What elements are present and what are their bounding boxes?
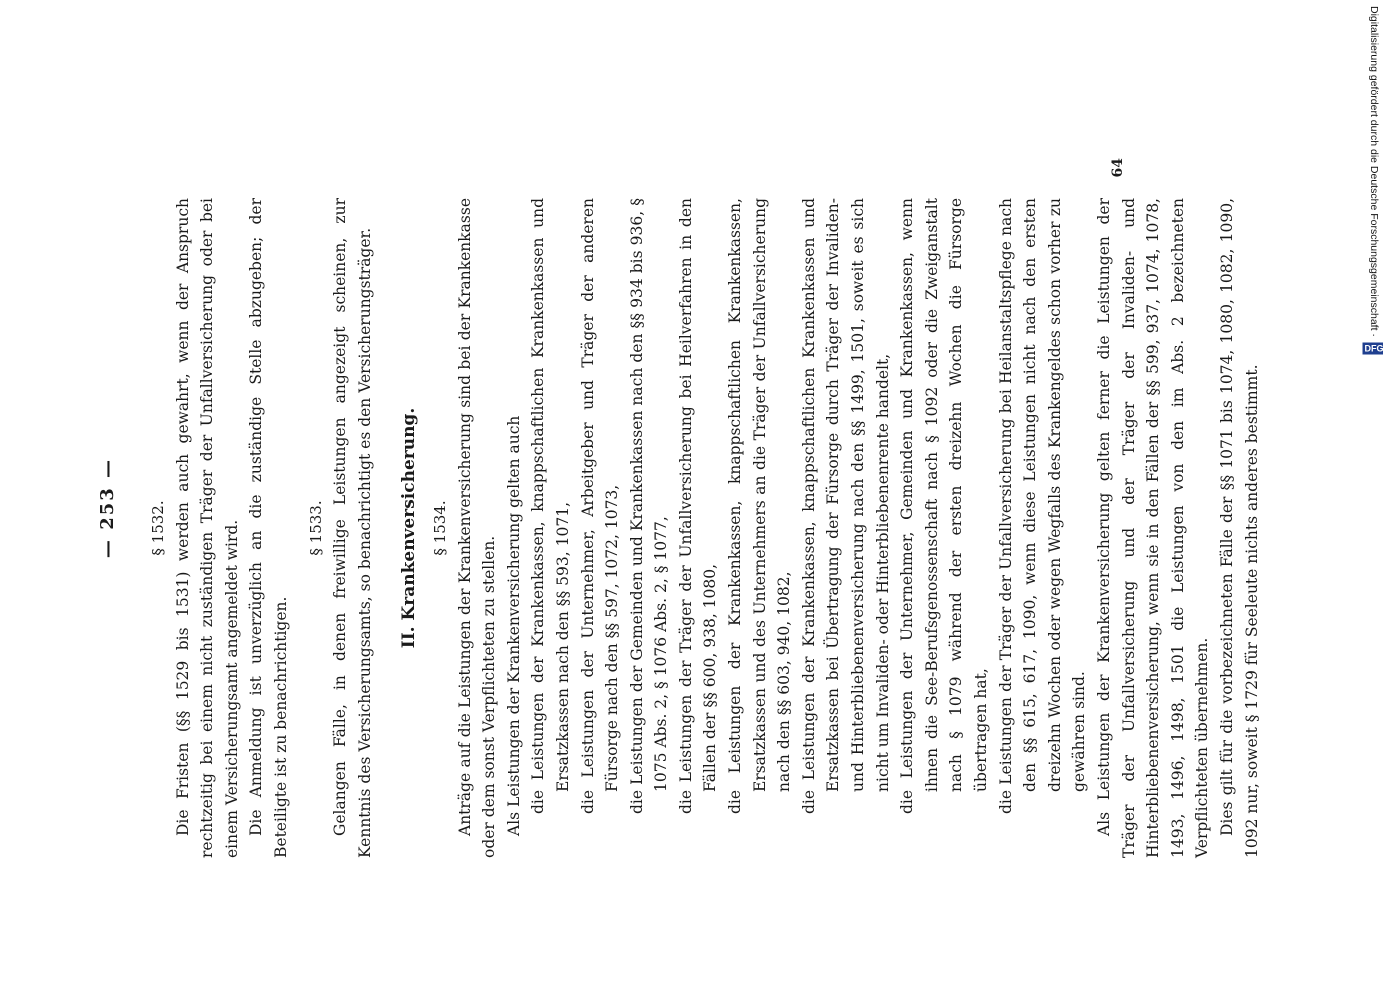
list-item: die Leistungen der Krankenkassen, knappschaftlichen Krankenkassen und Ersatzkassen bei Übertragung der Fürsorge durch Träger der Invaliden- und Hinterbliebenenversicherung nach den §§ 1499, 1501, soweit es sich nicht um Invaliden- oder Hinterbliebenenrente handelt, [799,198,892,814]
section-1534-paragraph-1: Anträge auf die Leistungen der Krankenversicherung sind bei der Krankenkasse oder dem sonst Verpflichteten zu stellen. [455,198,499,858]
section-1533-paragraph: Gelangen Fälle, in denen freiwillige Leistungen angezeigt scheinen, zur Kenntnis des Versicherungsamts, so benachrichtigt es den Versicherungsträger. [331,198,374,858]
section-1532-paragraph-1: Die Fristen (§§ 1529 bis 1531) werden auch gewahrt, wenn der Anspruch rechtzeitig bei einem nicht zuständigen Träger der Unfallversicherung oder bei einem Versicherungsamt angemeldet wird. [173,198,241,858]
list-item: die Leistungen der Gemeinden und Krankenkassen nach den §§ 934 bis 936, § 1075 Abs. 2, § 1076 Abs. 2, § 1077, [627,198,671,814]
list-item: die Leistungen der Unternehmer, Gemeinden und Krankenkassen, wenn ihnen die See-Berufsgenossenschaft nach § 1092 oder die Zweiganstalt nach § 1079 während der ersten dreizehn Wochen die Fürsorge übertragen hat, [898,198,990,814]
digitization-credit [1364,6,1383,364]
page-body [146,198,1264,858]
section-1534-paragraph-2: Als Leistungen der Krankenversicherung gelten ferner die Leistungen der Träger der Unfallversicherung und der Träger der Invaliden- und Hinterbliebenenversicherung, wenn sie in den Fällen der §§ 599, 937, 1074, 1078, 1493, 1496, 1498, 1501 die Leistungen von den im Abs. 2 bezeichneten Verpflichteten übernehmen. [1094,198,1212,858]
list-item: die Leistungen der Unternehmer, Arbeitgeber und Träger der anderen Fürsorge nach den §§ 597, 1072, 1073, [578,198,622,814]
list-item: die Leistungen der Krankenkassen, knappschaftlichen Krankenkassen, Ersatzkassen und des Unternehmers an die Träger der Unfallversicherung nach den §§ 603, 940, 1082, [726,198,794,814]
folio-number: 64 [1110,158,1126,178]
list-item: die Leistungen der Träger der Unfallversicherung bei Heilanstaltspflege nach den §§ 615, 617, 1090, wenn diese Leistungen nicht nach den ersten dreizehn Wochen oder wegen Wegfalls des Krankengeldes schon vorher zu gewähren sind. [996,198,1089,814]
section-1533-heading: § 1533. [306,500,325,556]
section-1532-heading: § 1532. [149,500,167,556]
rotated-page [97,158,1261,858]
section-1534-paragraph-3: Dies gilt für die vorbezeichneten Fälle der §§ 1071 bis 1074, 1080, 1082, 1090, 1092 nur, soweit § 1729 für Seeleute nichts anderes bestimmt. [1217,198,1261,858]
section-1534-heading: § 1534. [430,500,449,556]
part-heading: II. Krankenversicherung. [399,407,420,649]
credit-text: Digitalisierung gefördert durch die Deutsche Forschungsgemeinschaft · [1368,6,1380,337]
list-item: die Leistungen der Träger der Unfallversicherung bei Heilverfahren in den Fällen der §§ 600, 938, 1080, [676,198,720,814]
dfg-logo: DFG [1363,342,1383,354]
section-1534-lead: Als Leistungen der Krankenversicherung gelten auch [504,415,523,836]
section-1532-paragraph-2: Die Anmeldung ist unverzüglich an die zuständige Stelle abzugeben; der Beteiligte ist zu benachrichtigen. [247,198,290,858]
list-item: die Leistungen der Krankenkassen, knappschaftlichen Krankenkassen und Ersatzkassen nach den §§ 593, 1071, [529,198,572,814]
page-number-header: — 253 — [97,457,118,559]
